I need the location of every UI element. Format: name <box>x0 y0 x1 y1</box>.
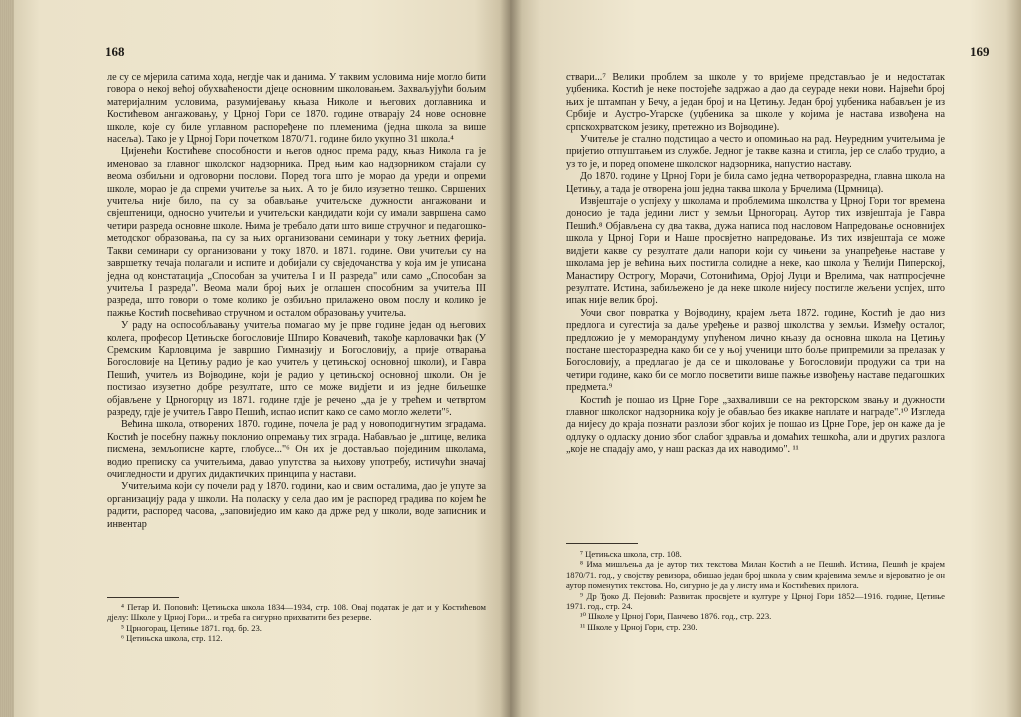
footnote-rule <box>107 597 179 598</box>
footnote: ¹⁰ Школе у Црној Гори, Панчево 1876. год., стр. 223. <box>580 611 772 622</box>
paragraph: Цијенећи Костићеве способности и његов однос према раду, књаз Никола га је именовао за главног школског надзорника. Пред њим као надзорником стајали су веома озбиљни и одговорни послови. Поред тога што је морао да уреди и опреми школе, морао је да спреми учитеље за њих. А то је било изузетно тешко. Свршених учитеља није било, па су за обављање учитељске дужности ангажовани и свјештеници, односно учитељи и учитељски кандидати који су имали завршена само четири разреда основне школе. Њима је требало дати што више стручног и педагошко-методског образовања, па су за њих организовани семинари у току љетних ферија. Такви семинари су организовани у току 1870. и 1871. године. Ови учитељи су на завршетку течаја полагали и испите и добијали су свједочанства у која им је уписана једна од констатација „Способан за учитеља I и II разреда" или само „Способан за учитеља I разреда". Веома мали број њих је оглашен способним за учитеља III разреда, што говори о томе колико је озбиљно прилажено овом послу и колико је пажње Костић посвећивао стручном и осталом образовању учитеља. <box>107 146 486 319</box>
body-text <box>107 72 486 531</box>
footnote: ⁵ Црногорац, Цетиње 1871. год. бр. 23. <box>121 622 262 633</box>
book-gutter <box>500 0 522 717</box>
paragraph: Учитеље је стално подстицао а често и опомињао на рад. Неуредним учитељима је пријетио отпуштањем из службе. Једног је такве казна и стигла, јер се слабо трудио, а уз то је, и поред опомене школског надзорника, напустио наставу. <box>566 134 945 170</box>
page-edges <box>0 0 14 717</box>
paragraph: До 1870. године у Црној Гори је била само једна четвороразредна, главна школа на Цетињу, а тада је отворена још једна таква школа у Брчелима (Црмница). <box>566 171 945 195</box>
paragraph: Извјештаје о успјеху у школама и проблемима школства у Црној Гори тог времена доносио је тада једини лист у земљи Црногорац. Аутор тих извјештаја је Гавра Пешић.⁸ Објављена су два таква, дужа написа под насловом Напредовање основнијех школа у Црној Гори и Наше просвјетно напредовање. Из тих извјештаја се може видјети какве су резултате дали напори који су чињени за унапређење наставе у школама јер је већина њих постигла солидне а неке, као школа у Ћелији Пиперској, Манастиру Острогу, Морачи, Сотонићима, Орјој Луци и Врелима, чак натпросјечне резултате. Истина, забиљежено је да неке школе нијесу постигле жељени успјех, што ипак није велик број. <box>566 196 945 307</box>
paragraph: У раду на оспособљавању учитеља помагао му је прве године један од његових колега, професор Цетињске богословије Шпиро Ковачевић, такође карловачки ђак (У Сремским Карловцима је завршио Гимназију и Богословију, а прије отварања Богословије на Цетињу радио је као учитељ у цетињској основној школи), и Гавра Пешић, учитељ из Војводине, који је радио у цетињској основној школи. Он је постизао изузетно добре резултате, што се може видјети и из једне биљешке објављене у Црногорцу из 1871. године гдје је речено „да је у трећем и четвртом разреду, гдје је учитељ Гавро Пешић, испао испит како се само могло желети"⁵. <box>107 320 486 418</box>
footnote: ⁴ Петар И. Поповић: Цетињска школа 1834—1934, стр. 108. Овај податак је дат и у Костићевом дјелу: Школе у Црној Гори... и треба га сигурно прихватити без резерве. <box>107 602 486 623</box>
page-number: 169 <box>970 44 990 59</box>
footnote: ¹¹ Школе у Црној Гори, стр. 230. <box>580 621 698 632</box>
footnotes <box>566 549 945 632</box>
paragraph: Учитељима који су почели рад у 1870. години, као и свим осталима, дао је упуте за организацију рада у школи. На поласку у села дао им је распоред градива по којем ће радити, распоред часова, „заповиједио им како да држе ред у школи, воде записник и инвентар <box>107 481 486 530</box>
right-page <box>510 0 1021 717</box>
paragraph: ле су се мјерила сатима хода, негдје чак и данима. У таквим условима није могло бити говора о некој већој обухваћености дјеце основним школовањем. Захваљујући бољим материјалним условима, разумијевању књаза Николе и његових доглавника и Костићевом ангажовању, у Црној Гори се 1870. године отварају 24 нове основне школе, које су биле углавном распоређене по племенима (једна школа за више насеља). Тако је у Црној Гори почетком 1870/71. године било укупно 31 школа.⁴ <box>107 72 486 146</box>
paragraph: Већина школа, отворених 1870. године, почела је рад у новоподигнутим зградама. Костић је посебну пажњу поклонио опремању тих зграда. Набављао је „штице, велика писмена, земљописне карте, глобусе..."⁶ Он их је достављао појединим школама, водио преписку са учитељима, давао упутства за њихову употребу, истичући значај очигледности и других дидактичких принципа у настави. <box>107 419 486 480</box>
footnote: ⁸ Има мишљења да је аутор тих текстова Милан Костић а не Пешић. Истина, Пешић је крајем 1870/71. год., у својству ревизора, обишао један број школа у свим крајевима земље и вјероватно је он аутор поменутих текстова. Но, сигурно је да у листу има и Костићевих прилога. <box>566 559 945 591</box>
footnote-rule <box>566 543 638 544</box>
body-text <box>566 72 945 457</box>
paragraph: ствари...⁷ Велики проблем за школе у то вријеме представљао је и недостатак уџбеника. Костић је неке постојеће задржао а дао да сеураде неки нови. Највећи број њих је штампан у Бечу, а један број и на Цетињу. Један број уџбеника набављен је из Србије и Аустро-Угарске (уџбеника за школе у којима је настава извођена на српскохрватском језику, претежно из Војводине). <box>566 72 945 133</box>
page-number: 168 <box>105 44 125 59</box>
paragraph: Костић је пошао из Црне Горе „захваливши се на ректорском звању и дужности главног школског надзорника коју је обављао без икакве наплате и награде".¹⁰ Изгледа да нијесу до краја познати разлози због којих је пошао из Црне Горе, јер он каже да је одлуку о одласку донио због слабог здравља и домаћих тешкоћа, али и других разлога „које не спадају амо, у наш расказ да их наводимо". ¹¹ <box>566 394 945 456</box>
footnote: ⁶ Цетињска школа, стр. 112. <box>121 633 223 644</box>
footnote: ⁷ Цетињска школа, стр. 108. <box>580 549 682 559</box>
footnote: ⁹ Др Ђоко Д. Пејовић: Развитак просвјете и културе у Црној Гори 1852—1916. године, Цетиње 1971. год., стр. 24. <box>566 590 945 612</box>
left-page <box>0 0 510 717</box>
paragraph: Уочи свог повратка у Војводину, крајем љета 1872. године, Костић је дао низ предлога и сугестија за даље уређење и развој школства у земљи. Између осталог, предложио је у меморандуму упућеном лично књазу да основна школа на Цетињу постане шесторазредна како би се у њој ученици што боље припремили за прелазак у Богословију, а предлагао је да се и школовање у Богословији продужи са три на четири године, како би се могло посветити више пажње извођењу наставе педагошких предмета.⁹ <box>566 307 945 394</box>
footnotes <box>107 602 486 644</box>
